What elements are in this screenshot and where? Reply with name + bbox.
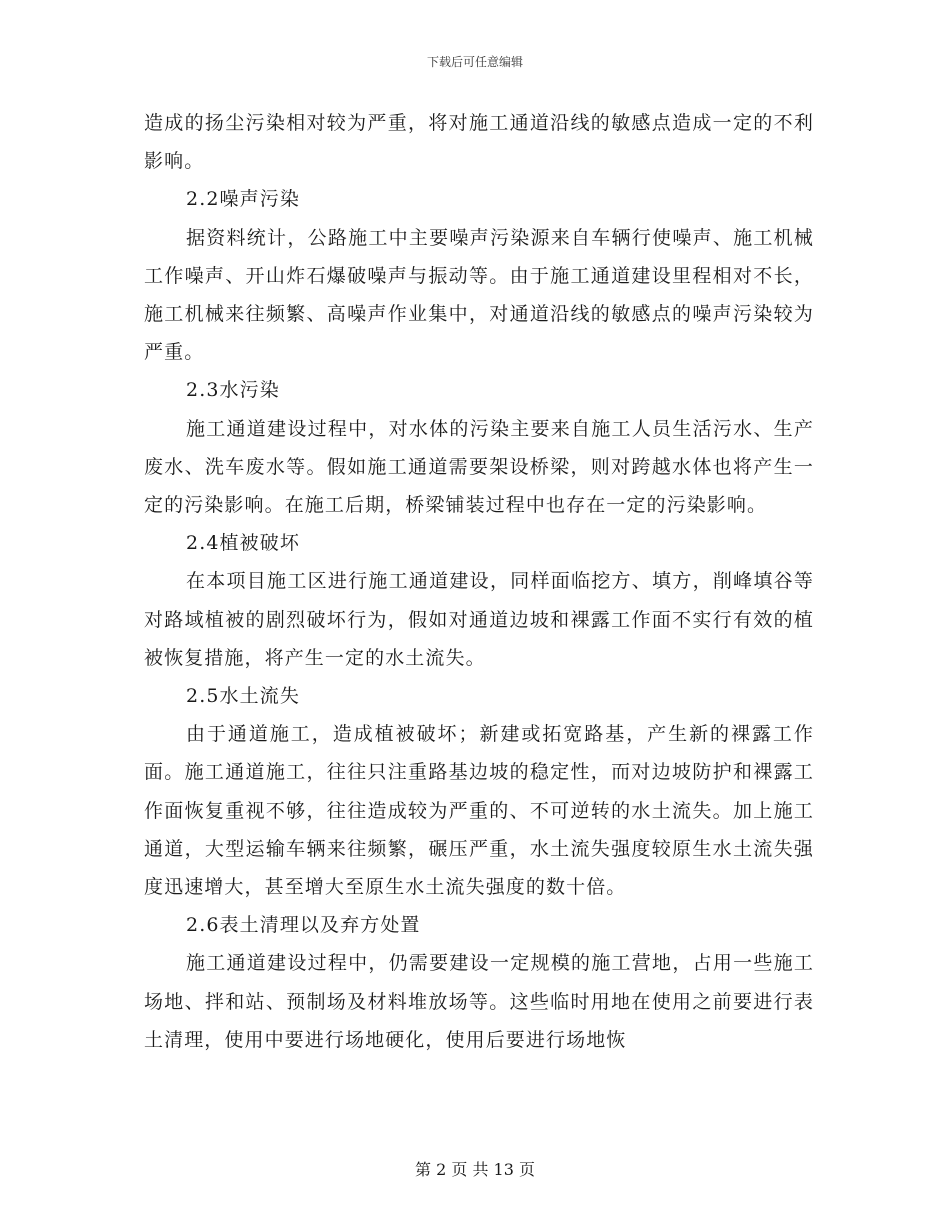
section-heading-2-5: 2.5水土流失: [186, 685, 300, 708]
page-header-note: 下载后可任意编辑: [426, 55, 523, 69]
section-heading-2-3: 2.3水污染: [186, 379, 280, 402]
section-heading-2-4: 2.4植被破坏: [186, 532, 300, 555]
paragraph-soil-erosion: 由于通道施工，造成植被破坏；新建或拓宽路基，产生新的裸露工作面。施工通道施工，往往只注重路基边坡的稳定性，而对边坡防护和裸露工作面恢复重视不够，往往造成较为严重的、不可逆转的水土流失。加上施工通道，大型运输车辆来往频繁，碾压严重，水土流失强度较原生水土流失强度迅速增大，甚至增大至原生水土流失强度的数十倍。: [144, 723, 814, 899]
section-heading-2-6: 2.6表土清理以及弃方处置: [186, 914, 421, 937]
section-heading-2-2: 2.2噪声污染: [186, 188, 300, 211]
paragraph-noise-pollution: 据资料统计，公路施工中主要噪声污染源来自车辆行使噪声、施工机械工作噪声、开山炸石爆破噪声与振动等。由于施工通道建设里程相对不长，施工机械来往频繁、高噪声作业集中，对通道沿线的敏感点的噪声污染较为严重。: [144, 226, 814, 364]
paragraph-continuation: 造成的扬尘污染相对较为严重，将对施工通道沿线的敏感点造成一定的不利影响。: [144, 112, 814, 173]
paragraph-vegetation-damage: 在本项目施工区进行施工通道建设，同样面临挖方、填方，削峰填谷等对路域植被的剧烈破坏行为，假如对通道边坡和裸露工作面不实行有效的植被恢复措施，将产生一定的水土流失。: [144, 570, 814, 669]
page-number-footer: 第 2 页 共 13 页: [415, 1160, 535, 1179]
paragraph-topsoil-disposal: 施工通道建设过程中，仍需要建设一定规模的施工营地，占用一些施工场地、拌和站、预制场及材料堆放场等。这些临时用地在使用之前要进行表土清理，使用中要进行场地硬化，使用后要进行场地恢: [144, 952, 814, 1051]
paragraph-water-pollution: 施工通道建设过程中，对水体的污染主要来自施工人员生活污水、生产废水、洗车废水等。假如施工通道需要架设桥梁，则对跨越水体也将产生一定的污染影响。在施工后期，桥梁铺装过程中也存在一定的污染影响。: [144, 417, 814, 517]
document-body: [144, 104, 814, 1059]
